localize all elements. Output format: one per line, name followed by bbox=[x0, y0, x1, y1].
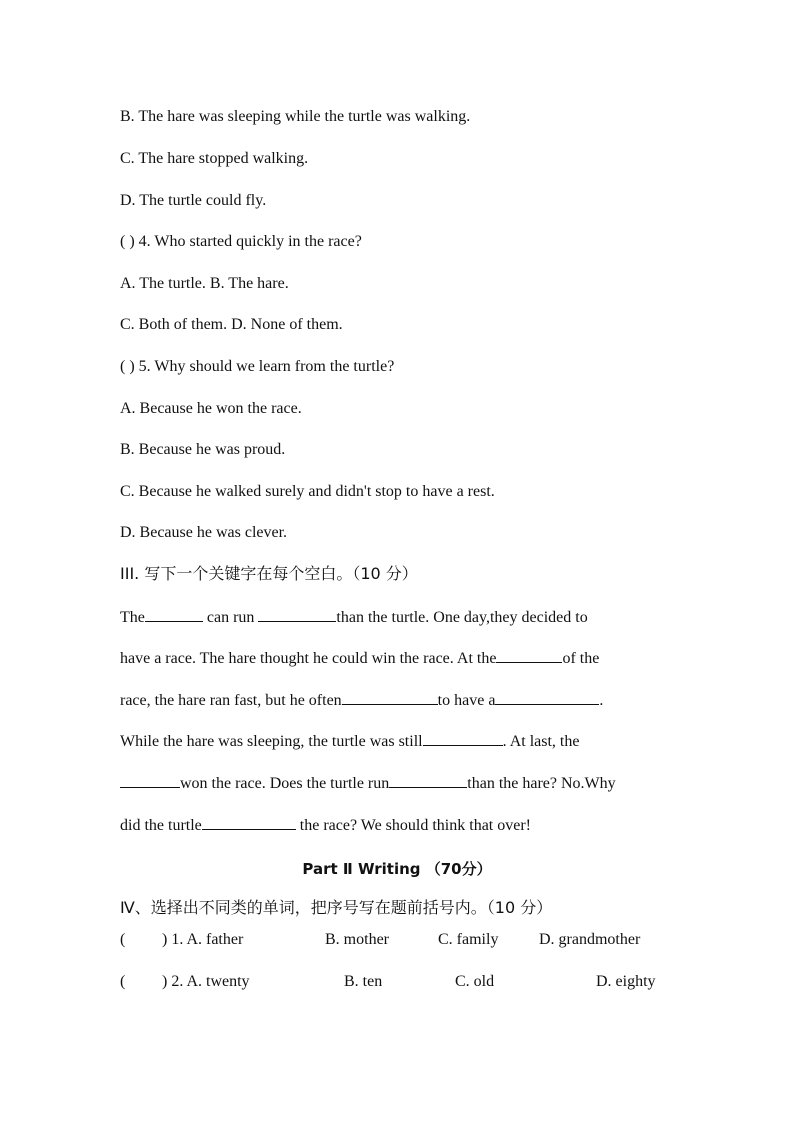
blank-4[interactable] bbox=[342, 690, 438, 705]
cloze-line-2 bbox=[120, 648, 599, 669]
cloze-text: won the race. Does the turtle run bbox=[180, 775, 390, 792]
q4-options-cd: C. Both of them. D. None of them. bbox=[120, 316, 343, 333]
cloze-text: race, the hare ran fast, but he often bbox=[120, 692, 342, 709]
option-d: D. grandmother bbox=[539, 931, 641, 948]
cloze-line-6 bbox=[120, 815, 531, 836]
q5-option-b: B. Because he was proud. bbox=[120, 441, 286, 458]
blank-3[interactable] bbox=[496, 648, 562, 663]
section-4-heading: Ⅳ、选择出不同类的单词，把序号写在题前括号内。（10 分） bbox=[120, 898, 553, 917]
blank-7[interactable] bbox=[120, 773, 180, 788]
part-2-title: Part Ⅱ Writing （70分） bbox=[302, 860, 492, 878]
cloze-text: can run bbox=[202, 609, 259, 626]
blank-2[interactable] bbox=[258, 607, 336, 622]
q3-option-c: C. The hare stopped walking. bbox=[120, 150, 309, 167]
q3-option-d: D. The turtle could fly. bbox=[120, 192, 267, 209]
cloze-text: did the turtle bbox=[120, 817, 202, 834]
blank-1[interactable] bbox=[145, 607, 203, 622]
cloze-text: of the bbox=[562, 650, 600, 667]
answer-paren[interactable]: ( bbox=[120, 931, 126, 948]
q5-option-d: D. Because he was clever. bbox=[120, 524, 288, 541]
cloze-line-1 bbox=[120, 607, 588, 628]
q5-option-c: C. Because he walked surely and didn't stop to have a rest. bbox=[120, 483, 495, 500]
q4-question: ( ) 4. Who started quickly in the race? bbox=[120, 233, 362, 250]
cloze-text: than the hare? No.Why bbox=[467, 775, 616, 792]
item-number-option-a: ) 2. A. twenty bbox=[162, 973, 250, 990]
cloze-text: than the turtle. One day,they decided to bbox=[336, 609, 588, 626]
cloze-text: . At last, the bbox=[502, 733, 580, 750]
cloze-line-4 bbox=[120, 731, 579, 752]
cloze-text: The bbox=[120, 609, 145, 626]
q5-option-a: A. Because he won the race. bbox=[120, 400, 302, 417]
cloze-text: to have a bbox=[437, 692, 496, 709]
blank-8[interactable] bbox=[389, 773, 467, 788]
cloze-line-5 bbox=[120, 773, 616, 794]
blank-9[interactable] bbox=[202, 815, 296, 830]
option-b: B. ten bbox=[344, 973, 383, 990]
cloze-text: have a race. The hare thought he could win the race. At the bbox=[120, 650, 497, 667]
cloze-text: the race? We should think that over! bbox=[295, 817, 531, 834]
option-d: D. eighty bbox=[596, 973, 656, 990]
cloze-text: . bbox=[599, 692, 604, 709]
q3-option-b: B. The hare was sleeping while the turtle was walking. bbox=[120, 108, 471, 125]
q4-options-ab: A. The turtle. B. The hare. bbox=[120, 275, 289, 292]
blank-5[interactable] bbox=[495, 690, 599, 705]
option-c: C. family bbox=[438, 931, 499, 948]
answer-paren[interactable]: ( bbox=[120, 973, 126, 990]
option-c: C. old bbox=[455, 973, 495, 990]
item-number-option-a: ) 1. A. father bbox=[162, 931, 244, 948]
cloze-line-3 bbox=[120, 690, 603, 711]
option-b: B. mother bbox=[325, 931, 389, 948]
q5-question: ( ) 5. Why should we learn from the turtle? bbox=[120, 358, 395, 375]
blank-6[interactable] bbox=[423, 731, 503, 746]
section-3-heading: III. 写下一个关键字在每个空白。（10 分） bbox=[120, 564, 418, 583]
cloze-text: While the hare was sleeping, the turtle was still bbox=[120, 733, 423, 750]
